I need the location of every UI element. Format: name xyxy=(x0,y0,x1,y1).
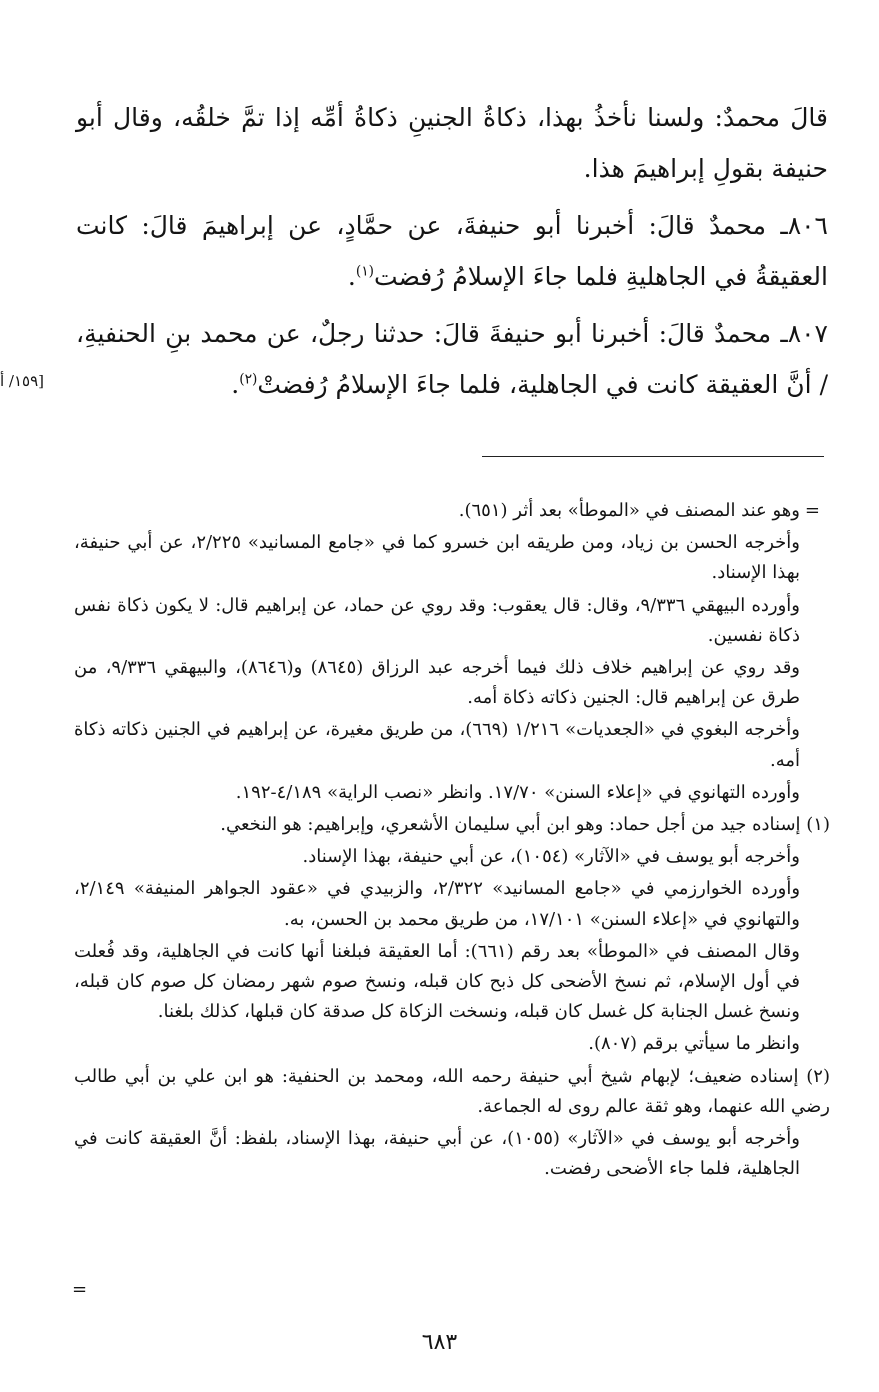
footnote-2-start: (٢) إسناده ضعيف؛ لإبهام شيخ أبي حنيفة رحمه الله، ومحمد بن الحنفية: هو ابن علي بن أبي طالب رضي الله عنهما، وهو ثقة عالم روى له الجماعة. xyxy=(74,1065,830,1117)
paragraph-807: ٨٠٧ـ محمدٌ قالَ: أخبرنا أبو حنيفةَ قالَ: حدثنا رجلٌ، عن محمد بنِ الحنفيةِ، / أنَّ العقيقة كانت في الجاهلية، فلما جاءَ الإسلامُ رُفضتْ$^{(٢)}$. xyxy=(76,319,828,399)
page-number: ٦٨٣ xyxy=(421,1330,458,1355)
paragraph-commentary: قالَ محمدٌ: ولسنا نأخذُ بهذا، ذكاةُ الجنينِ ذكاةُ أمِّه إذا تمَّ خلقُه، وقال أبو حنيفة بقولِ إبراهيمَ هذا. xyxy=(76,103,828,183)
footnote-line: وقد روي عن إبراهيم خلاف ذلك فيما أخرجه عبد الرزاق (٨٦٤٥) و(٨٦٤٦)، والبيهقي ٩/٣٣٦، من طرق عن إبراهيم قال: الجنين ذكاته ذكاة أمه. xyxy=(74,657,801,709)
continuation-mark-bottom: = xyxy=(72,1279,88,1300)
footnote-line: وأورده التهانوي في «إعلاء السنن» ١٧/٧٠. وانظر «نصب الراية» ٤/١٨٩-١٩٢. xyxy=(235,781,800,803)
footnote-separator xyxy=(482,456,824,457)
footnotes xyxy=(74,496,830,1186)
footnote-line: وقال المصنف في «الموطأ» بعد رقم (٦٦١): أما العقيقة فبلغنا أنها كانت في الجاهلية، وقد فُعلت في أول الإسلام، ثم نسخ الأضحى كل ذبح كان قبله، ونسخ صوم شهر رمضان كل صوم كان قبله، ونسخ غسل الجنابة كل غسل كان قبله، ونسخت الزكاة كل صدقة كان قبلها، كذلك بلغنا. xyxy=(74,940,800,1023)
manuscript-margin-ref: [١٥٩/ أ xyxy=(0,372,45,390)
footnote-line: وأورده الخوارزمي في «جامع المسانيد» ٢/٣٢٢، والزبيدي في «عقود الجواهر المنيفة» ٢/١٤٩، والتهانوي في «إعلاء السنن» ١٧/١٠١، من طريق محمد بن الحسن، به. xyxy=(74,878,801,930)
footnote-line: وانظر ما سيأتي برقم (٨٠٧). xyxy=(588,1033,800,1055)
main-text xyxy=(76,92,828,416)
footnote-ref-1: (١) xyxy=(355,263,375,280)
continuation-mark: = xyxy=(804,500,820,521)
footnote-line: وأخرجه أبو يوسف في «الآثار» (١٠٥٥)، عن أبي حنيفة، بهذا الإسناد، بلفظ: أنَّ العقيقة كانت في الجاهلية، فلما جاء الأضحى رفضت. xyxy=(74,1128,800,1180)
footnote-ref-2: (٢) xyxy=(239,371,258,388)
footnote-line: وأخرجه البغوي في «الجعديات» ١/٢١٦ (٦٦٩)، من طريق مغيرة، عن إبراهيم في الجنين ذكاته ذكاة أمه. xyxy=(74,719,800,771)
footnote-line: وأورده البيهقي ٩/٣٣٦، وقال: قال يعقوب: وقد روي عن حماد، عن إبراهيم قال: لا يكون ذكاة نفس ذكاة نفسين. xyxy=(74,594,800,646)
footnote-line: وأخرجه أبو يوسف في «الآثار» (١٠٥٤)، عن أبي حنيفة، بهذا الإسناد. xyxy=(302,846,800,868)
footnote-line: = وهو عند المصنف في «الموطأ» بعد أثر (٦٥١). xyxy=(74,496,830,526)
paragraph-806: ٨٠٦ـ محمدٌ قالَ: أخبرنا أبو حنيفةَ، عن حمَّادٍ، عن إبراهيمَ قالَ: كانت العقيقةُ في الجاهليةِ فلما جاءَ الإسلامُ رُفضت$^{(١)}$. xyxy=(76,211,828,291)
footnote-1-start: (١) إسناده جيد من أجل حماد: وهو ابن أبي سليمان الأشعري، وإبراهيم: هو النخعي. xyxy=(220,814,830,836)
footnote-line: وأخرجه الحسن بن زياد، ومن طريقه ابن خسرو كما في «جامع المسانيد» ٢/٢٢٥، عن أبي حنيفة، بهذا الإسناد. xyxy=(74,532,800,584)
